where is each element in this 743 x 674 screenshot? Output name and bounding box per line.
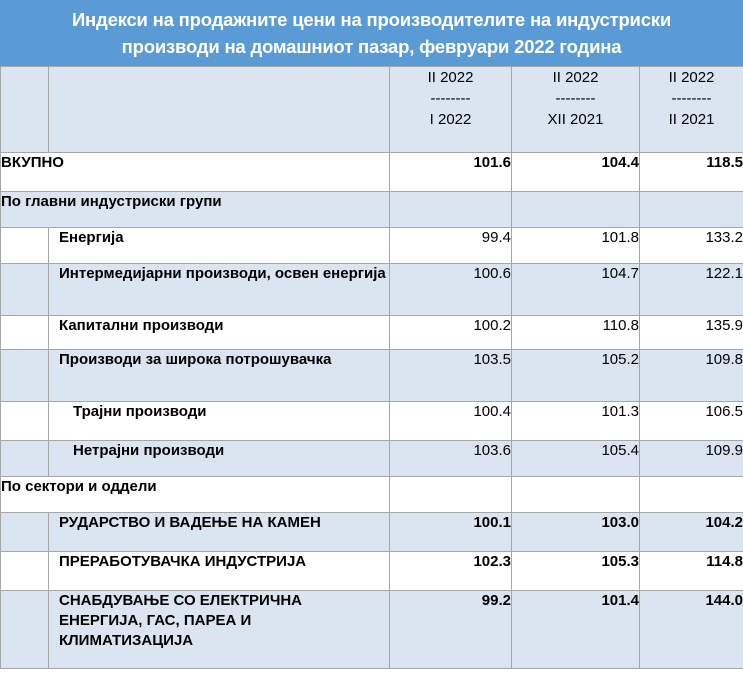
indent-cell <box>1 316 49 350</box>
row-value-3: 109.9 <box>640 441 743 477</box>
row-label: ПРЕРАБОТУВАЧКА ИНДУСТРИЈА <box>49 552 390 591</box>
indent-cell <box>1 264 49 316</box>
row-value-2: 101.8 <box>512 228 640 264</box>
row-label: Интермедијарни производи, освен енергија <box>49 264 390 316</box>
row-value-1: 100.4 <box>390 402 512 441</box>
table-title <box>0 0 743 66</box>
row-value-1: 102.3 <box>390 552 512 591</box>
row-value-1 <box>390 192 512 228</box>
table-row-energy <box>1 228 743 264</box>
row-value-1: 101.6 <box>390 153 512 192</box>
col3-divider: -------- <box>671 90 712 107</box>
row-value-3: 114.8 <box>640 552 743 591</box>
row-value-1: 103.5 <box>390 350 512 402</box>
row-value-3 <box>640 477 743 513</box>
header-cell-empty <box>1 67 49 153</box>
table-row-capital <box>1 316 743 350</box>
row-value-3: 106.5 <box>640 402 743 441</box>
table-row-nondurable <box>1 441 743 477</box>
table-row-durable <box>1 402 743 441</box>
row-label: Нетрајни производи <box>49 441 390 477</box>
indent-cell <box>1 591 49 669</box>
indent-cell <box>1 552 49 591</box>
row-value-2: 104.4 <box>512 153 640 192</box>
header-cell-col2 <box>512 67 640 153</box>
row-label: СНАБДУВАЊЕ СО ЕЛЕКТРИЧНА ЕНЕРГИЈА, ГАС, ПАРЕА И КЛИМАТИЗАЦИЈА <box>49 591 390 669</box>
table-row-electricity <box>1 591 743 669</box>
indent-cell <box>1 402 49 441</box>
header-cell-col3 <box>640 67 743 153</box>
title-line-1: Индекси на продажните цени на производителите на индустриски <box>71 9 672 30</box>
row-label: РУДАРСТВО И ВАДЕЊЕ НА КАМЕН <box>49 513 390 552</box>
row-value-2: 105.3 <box>512 552 640 591</box>
row-label: По сектори и оддели <box>1 477 390 513</box>
row-value-3: 118.5 <box>640 153 743 192</box>
row-value-1: 100.6 <box>390 264 512 316</box>
row-value-2: 101.4 <box>512 591 640 669</box>
header-cell-col1 <box>390 67 512 153</box>
row-label: Енергија <box>49 228 390 264</box>
table-row-sector-header <box>1 477 743 513</box>
col1-base: I 2022 <box>429 111 472 128</box>
table-row-consumer <box>1 350 743 402</box>
col1-period: II 2022 <box>427 69 474 86</box>
row-value-2 <box>512 192 640 228</box>
header-row <box>1 67 743 153</box>
row-label: По главни индустриски групи <box>1 192 390 228</box>
table-row-intermediate <box>1 264 743 316</box>
row-value-3 <box>640 192 743 228</box>
row-value-1: 99.4 <box>390 228 512 264</box>
row-value-1: 103.6 <box>390 441 512 477</box>
row-value-3: 109.8 <box>640 350 743 402</box>
row-value-1 <box>390 477 512 513</box>
table-row-mining <box>1 513 743 552</box>
row-value-2: 101.3 <box>512 402 640 441</box>
row-value-1: 100.2 <box>390 316 512 350</box>
col2-divider: -------- <box>555 90 596 107</box>
row-value-2: 110.8 <box>512 316 640 350</box>
index-table <box>0 66 743 669</box>
col3-base: II 2021 <box>668 111 715 128</box>
row-value-1: 99.2 <box>390 591 512 669</box>
row-value-2: 105.4 <box>512 441 640 477</box>
header-cell-label <box>49 67 390 153</box>
table-row-manufacturing <box>1 552 743 591</box>
col2-period: II 2022 <box>552 69 599 86</box>
row-value-3: 144.0 <box>640 591 743 669</box>
row-value-2 <box>512 477 640 513</box>
col1-divider: -------- <box>430 90 471 107</box>
col3-period: II 2022 <box>668 69 715 86</box>
row-label: Капитални производи <box>49 316 390 350</box>
row-value-2: 104.7 <box>512 264 640 316</box>
row-value-3: 104.2 <box>640 513 743 552</box>
table-row-total <box>1 153 743 192</box>
row-value-3: 135.9 <box>640 316 743 350</box>
indent-cell <box>1 228 49 264</box>
row-label: Трајни производи <box>49 402 390 441</box>
indent-cell <box>1 513 49 552</box>
table-row-group-header <box>1 192 743 228</box>
row-value-3: 133.2 <box>640 228 743 264</box>
col2-base: XII 2021 <box>547 111 604 128</box>
row-label: Производи за широка потрошувачка <box>49 350 390 402</box>
row-value-2: 103.0 <box>512 513 640 552</box>
row-value-2: 105.2 <box>512 350 640 402</box>
title-line-2: производи на домашниот пазар, февруари 2022 година <box>121 36 622 57</box>
row-value-3: 122.1 <box>640 264 743 316</box>
row-value-1: 100.1 <box>390 513 512 552</box>
indent-cell <box>1 350 49 402</box>
indent-cell <box>1 441 49 477</box>
row-label: ВКУПНО <box>1 153 390 192</box>
